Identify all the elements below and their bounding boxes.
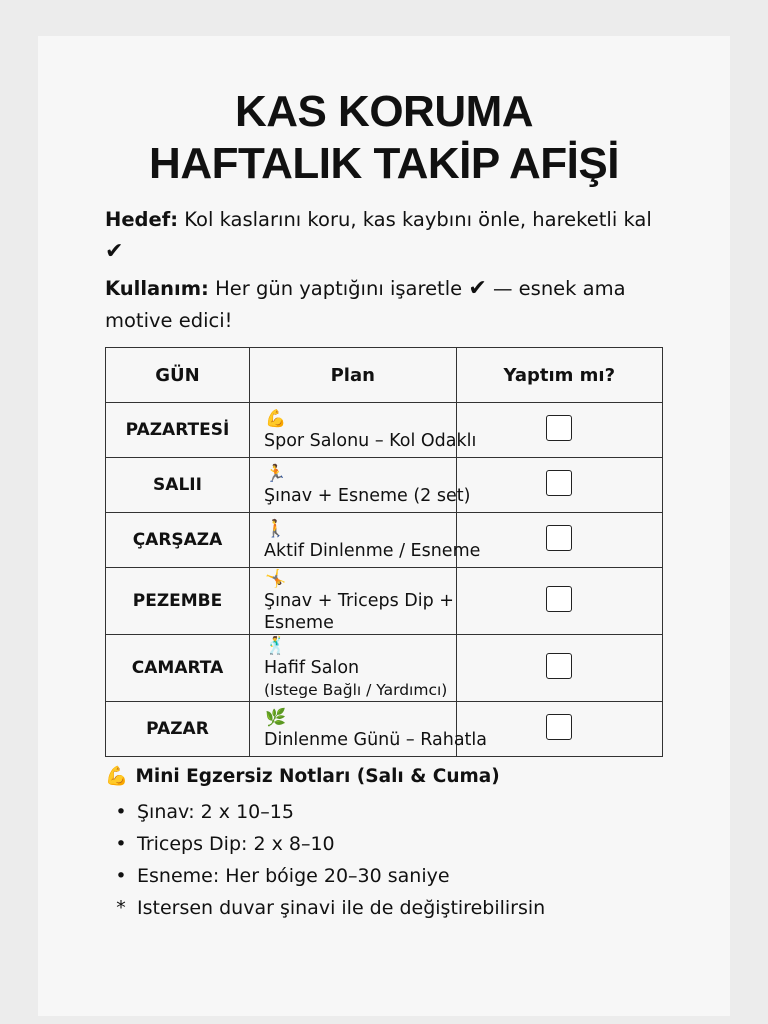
plan-cell xyxy=(250,513,481,568)
header-day: GÜN xyxy=(106,348,250,403)
title-line-2: HAFTALIK TAKİP AFİŞİ xyxy=(149,139,619,188)
plan-text-block xyxy=(264,729,504,751)
day-cell: ÇARŞAZA xyxy=(106,513,250,568)
bullet: • xyxy=(115,833,127,855)
notes-title xyxy=(105,762,695,792)
plan-cell xyxy=(250,568,457,635)
list-item xyxy=(105,892,695,924)
bullet: * xyxy=(116,897,126,919)
day-cell: PAZARTESİ xyxy=(106,403,250,458)
table-row xyxy=(106,702,663,757)
day-cell: PAZAR xyxy=(106,702,250,757)
list-item xyxy=(105,828,695,860)
list-item-text: Istersen duvar şinavi ile de değiştirebilirsin xyxy=(137,897,546,919)
plan-text: Şınav + Esneme (2 set) xyxy=(264,486,471,506)
runner-icon: 🏃 xyxy=(265,464,287,484)
plan-text: Aktif Dinlenme / Esneme xyxy=(264,541,481,561)
flexed-biceps-icon: 💪 xyxy=(105,766,129,787)
header-plan: Plan xyxy=(250,348,457,403)
exercise-person-icon: 🤸 xyxy=(265,569,287,589)
plan-text-block xyxy=(264,657,504,701)
plan-cell xyxy=(250,403,477,458)
usage-line xyxy=(105,273,675,337)
notes-list xyxy=(105,796,695,924)
goal-text: Kol kaslarını koru, kas kaybını önle, hareketli kal xyxy=(184,208,652,231)
header-done: Yaptım mı? xyxy=(456,348,663,403)
bullet: • xyxy=(115,865,127,887)
table-row xyxy=(106,568,663,635)
plan-text-block xyxy=(264,590,504,634)
done-checkbox[interactable] xyxy=(546,470,572,496)
done-checkbox[interactable] xyxy=(546,586,572,612)
title-line-1: KAS KORUMA xyxy=(234,87,534,136)
plan-text-block xyxy=(264,430,504,452)
exercise-notes xyxy=(105,762,695,924)
plan-text: Şınav + Triceps Dip + Esneme xyxy=(264,591,454,633)
list-item xyxy=(105,796,695,828)
notes-title-text: Mini Egzersiz Notları (Salı & Cuma) xyxy=(135,766,500,787)
usage-text-b: — esnek ama motive edici! xyxy=(105,277,626,332)
table-row xyxy=(106,635,663,702)
done-checkbox[interactable] xyxy=(546,415,572,441)
plan-text: Hafif Salon xyxy=(264,658,360,678)
usage-label: Kullanım: xyxy=(105,277,209,300)
usage-text-a: Her gün yaptığını işaretle xyxy=(215,277,463,300)
done-checkbox[interactable] xyxy=(546,525,572,551)
weekly-plan-table xyxy=(105,347,663,757)
list-item-text: Triceps Dip: 2 x 8–10 xyxy=(137,833,335,855)
done-checkbox[interactable] xyxy=(546,653,572,679)
table-row xyxy=(106,458,663,513)
plan-text: Spor Salonu – Kol Odaklı xyxy=(264,431,477,451)
checkmark-icon: ✔ xyxy=(468,276,487,301)
plan-subtext: (Istege Bağlı / Yardımcı) xyxy=(264,681,448,699)
table-row xyxy=(106,403,663,458)
table-row xyxy=(106,513,663,568)
table-header-row xyxy=(106,348,663,403)
poster-title xyxy=(38,86,730,190)
list-item-text: Şınav: 2 x 10–15 xyxy=(137,801,294,823)
intro-section xyxy=(105,204,675,342)
goal-label: Hedef: xyxy=(105,208,179,231)
day-cell: PEZEMBE xyxy=(106,568,250,635)
plan-cell xyxy=(250,702,487,757)
list-item-text: Esneme: Her bóige 20–30 saniye xyxy=(137,865,450,887)
leaf-icon: 🌿 xyxy=(265,708,287,728)
plan-text-block xyxy=(264,485,504,507)
day-cell: CAMARTA xyxy=(106,635,250,702)
list-item xyxy=(105,860,695,892)
checkmark-icon: ✔ xyxy=(105,239,124,264)
goal-line xyxy=(105,204,675,268)
day-cell: SALII xyxy=(106,458,250,513)
plan-cell xyxy=(250,635,457,702)
flexed-biceps-icon: 💪 xyxy=(265,409,287,429)
done-checkbox[interactable] xyxy=(546,714,572,740)
plan-text-block xyxy=(264,540,504,562)
poster-sheet xyxy=(38,36,730,1016)
bullet: • xyxy=(115,801,127,823)
active-person-icon: 🕺 xyxy=(265,636,287,656)
walking-person-icon: 🚶 xyxy=(265,519,287,539)
plan-text: Dinlenme Günü – Rahatla xyxy=(264,730,487,750)
plan-cell xyxy=(250,458,471,513)
